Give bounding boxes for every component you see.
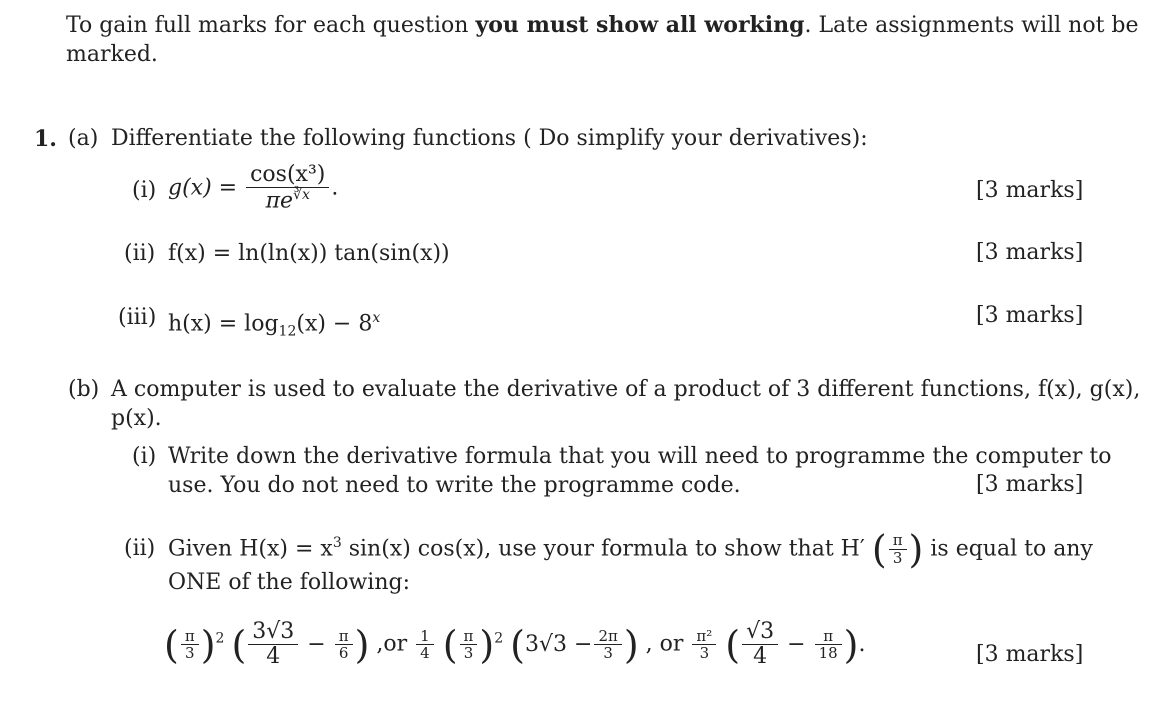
b-ii-line1 [168, 527, 1093, 572]
paren: ) [354, 622, 370, 667]
exp: 2 [494, 630, 504, 647]
right-paren: ) [908, 527, 924, 572]
frac [460, 628, 478, 662]
separator-or-1: ,or [376, 631, 408, 657]
frac [248, 620, 298, 669]
num: π² [692, 628, 716, 646]
b-ii-label: (ii) [124, 536, 156, 561]
a-ii-expression: f(x) = ln(ln(x)) tan(sin(x)) [168, 241, 450, 266]
paren: ( [231, 622, 247, 667]
minus: − [307, 631, 326, 657]
den: 3 [699, 644, 710, 663]
num: 3√3 [248, 620, 298, 645]
num: π [335, 628, 353, 646]
a-i-den-base: πe [265, 188, 294, 214]
option-3 [690, 619, 866, 670]
a-i-den-exp: ∛x [293, 187, 310, 204]
a-ii-label: (ii) [124, 241, 156, 266]
a-i-lhs: g(x) = [168, 175, 238, 201]
intro-bold-text: you must show all working [475, 12, 805, 38]
frac [416, 628, 434, 662]
b-ii-options [164, 620, 866, 669]
b-ii-given-exp: 3 [332, 535, 342, 551]
minus: − [787, 631, 806, 657]
part-b-text-line2: p(x). [111, 406, 162, 431]
a-i-numerator: cos(x³) [246, 163, 329, 188]
a-i-denominator [246, 188, 329, 214]
part-b-text-line1: A computer is used to evaluate the derivative of a product of 3 different functions, f(x), g(x), [111, 377, 1141, 402]
a-i-expression [168, 163, 338, 214]
b-ii-given-c: is equal to any [930, 536, 1093, 562]
question-number: 1. [34, 126, 57, 152]
paren: ( [442, 622, 458, 667]
term: 3√3 − [524, 631, 593, 657]
part-b-label: (b) [68, 377, 100, 402]
intro-line-2: marked. [66, 42, 158, 67]
num: π [815, 628, 842, 646]
frac [594, 628, 621, 662]
b-i-line2: use. You do not need to write the programme code. [168, 473, 741, 498]
separator-or-2: , or [645, 631, 684, 657]
paren: ) [200, 622, 216, 667]
b-ii-h-arg-fraction [889, 532, 907, 566]
num: 1 [416, 628, 434, 646]
b-ii-given-a: Given H(x) = x [168, 536, 333, 562]
intro-text-part2: . Late assignments will not be [804, 13, 1139, 38]
left-paren: ( [871, 527, 887, 572]
a-i-marks: [3 marks] [976, 178, 1084, 203]
b-i-label: (i) [132, 444, 157, 469]
part-a-label: (a) [68, 126, 99, 151]
frac [692, 628, 716, 662]
a-iii-superscript: x [372, 310, 381, 326]
b-ii-line2: ONE of the following: [168, 570, 410, 595]
a-iii-expression [168, 303, 380, 347]
part-a-text: Differentiate the following functions ( Do simplify your derivatives): [111, 126, 868, 151]
b-ii-h-arg-den: 3 [892, 548, 903, 567]
num: π [181, 628, 199, 646]
paren: ) [479, 622, 495, 667]
b-ii-given-b: sin(x) cos(x), use your formula to show that H′ [341, 536, 865, 562]
den: 4 [266, 644, 281, 670]
frac [181, 628, 199, 662]
paren: ) [843, 622, 859, 667]
frac [742, 620, 778, 669]
num: π [460, 628, 478, 646]
paren: ( [510, 622, 525, 667]
den: 3 [603, 644, 613, 663]
den: 18 [818, 644, 838, 663]
den: 3 [184, 644, 195, 663]
den: 4 [753, 644, 768, 670]
a-iii-subscript: 12 [278, 323, 297, 340]
b-i-line1: Write down the derivative formula that you will need to programme the computer to [168, 444, 1112, 469]
paren: ( [164, 622, 179, 667]
a-i-label: (i) [132, 178, 157, 203]
a-iii-label: (iii) [118, 305, 157, 330]
b-ii-marks: [3 marks] [976, 642, 1084, 667]
intro-line-1 [66, 10, 1139, 41]
a-i-fraction [246, 163, 329, 214]
num: 2π [594, 628, 621, 646]
exp: 2 [215, 630, 225, 647]
den: 3 [463, 644, 474, 663]
den: 6 [338, 644, 349, 663]
a-ii-marks: [3 marks] [976, 240, 1084, 265]
period: . [858, 631, 866, 657]
a-i-period: . [331, 175, 339, 201]
b-ii-h-arg-num: π [889, 532, 907, 550]
a-iii-part-a: h(x) = log [168, 311, 279, 337]
paren: ( [725, 622, 741, 667]
option-2 [414, 622, 646, 667]
paren: ) [623, 622, 639, 667]
num: √3 [742, 620, 778, 645]
intro-text-part1: To gain full marks for each question [66, 13, 476, 38]
b-i-marks: [3 marks] [976, 472, 1084, 497]
den: 4 [420, 644, 430, 663]
a-iii-marks: [3 marks] [976, 303, 1084, 328]
option-1 [164, 619, 376, 670]
frac [335, 628, 353, 662]
a-iii-part-b: (x) − 8 [296, 311, 373, 337]
frac [815, 628, 842, 662]
